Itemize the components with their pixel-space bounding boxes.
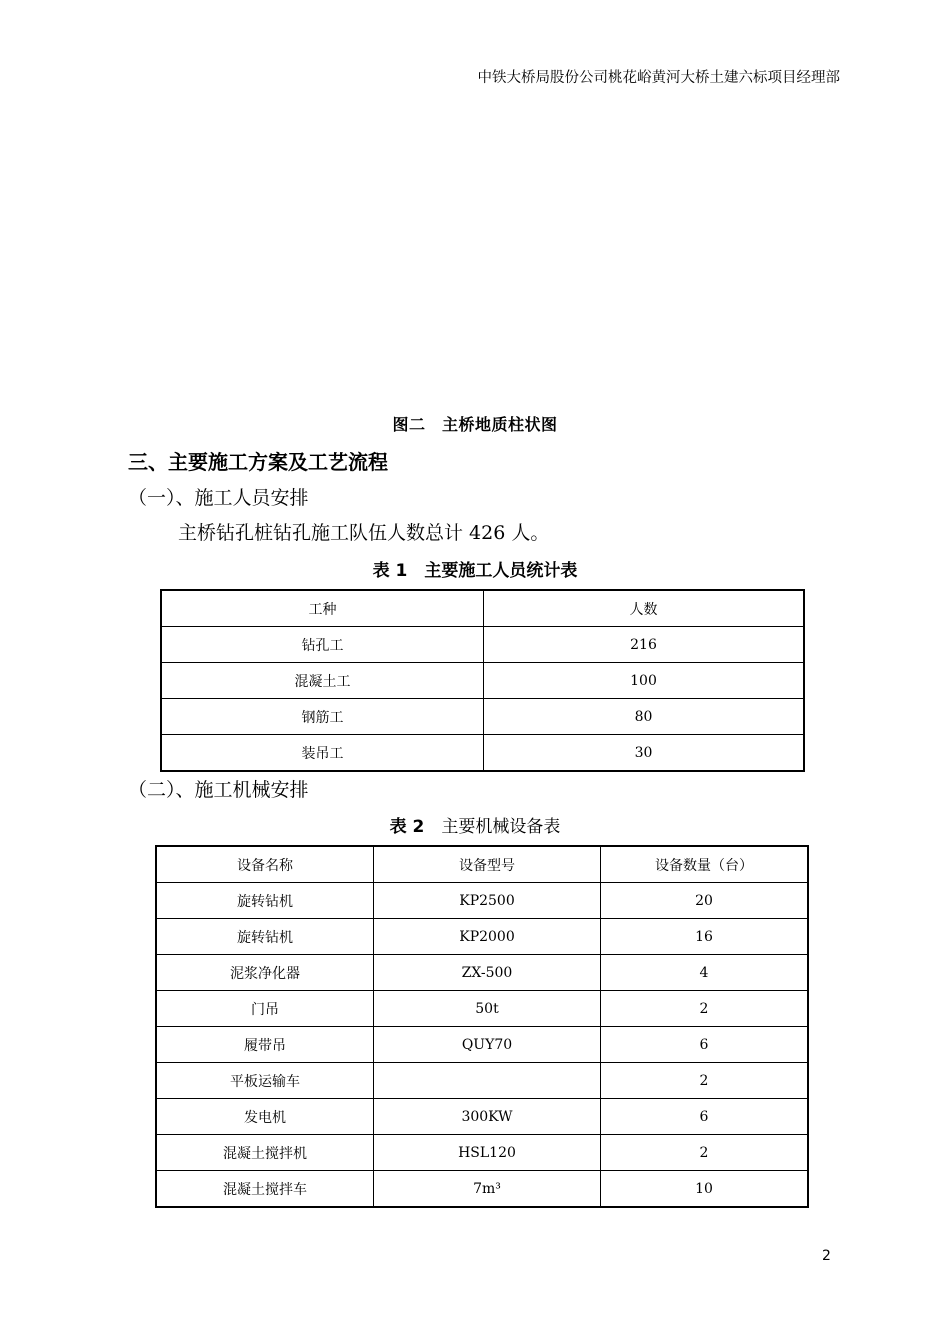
table-cell: 216 bbox=[484, 627, 805, 663]
table-header-cell: 设备名称 bbox=[156, 846, 374, 883]
table-cell: 门吊 bbox=[156, 991, 374, 1027]
table2-title bbox=[0, 812, 950, 837]
table-cell: 300KW bbox=[374, 1099, 601, 1135]
figure-caption: 图二 主桥地质柱状图 bbox=[392, 415, 558, 434]
table-cell: 钢筋工 bbox=[161, 699, 484, 735]
table-cell: 2 bbox=[601, 1063, 809, 1099]
table-cell: KP2500 bbox=[374, 883, 601, 919]
table-cell: 80 bbox=[484, 699, 805, 735]
table-cell: 平板运输车 bbox=[156, 1063, 374, 1099]
table-cell: ZX-500 bbox=[374, 955, 601, 991]
table-header-cell: 设备型号 bbox=[374, 846, 601, 883]
table-cell: 履带吊 bbox=[156, 1027, 374, 1063]
table-row bbox=[156, 919, 808, 955]
table-cell: 2 bbox=[601, 991, 809, 1027]
table-row bbox=[156, 1171, 808, 1208]
table-cell bbox=[374, 1063, 601, 1099]
table-cell: 20 bbox=[601, 883, 809, 919]
table-cell: KP2000 bbox=[374, 919, 601, 955]
page-header: 中铁大桥局股份公司桃花峪黄河大桥土建六标项目经理部 bbox=[477, 70, 840, 86]
machinery-table bbox=[155, 845, 809, 1208]
subsection-heading-personnel: （一）、施工人员安排 bbox=[128, 487, 309, 509]
table-cell: 7m³ bbox=[374, 1171, 601, 1208]
table-cell: 旋转钻机 bbox=[156, 883, 374, 919]
section-heading: 三、主要施工方案及工艺流程 bbox=[128, 450, 388, 474]
subsection-heading-machinery: （二）、施工机械安排 bbox=[128, 779, 309, 801]
table-cell: HSL120 bbox=[374, 1135, 601, 1171]
table-header-cell: 人数 bbox=[484, 590, 805, 627]
table2-title-text: 主要机械设备表 bbox=[424, 817, 561, 837]
table-cell: 装吊工 bbox=[161, 735, 484, 772]
table-row bbox=[156, 955, 808, 991]
table-cell: 6 bbox=[601, 1099, 809, 1135]
table-row bbox=[156, 1135, 808, 1171]
table-cell: 6 bbox=[601, 1027, 809, 1063]
table-row bbox=[156, 883, 808, 919]
table1-title: 表 1 主要施工人员统计表 bbox=[372, 561, 578, 581]
table-cell: 4 bbox=[601, 955, 809, 991]
table-header-row bbox=[161, 590, 804, 627]
table-cell: 100 bbox=[484, 663, 805, 699]
table-cell: 10 bbox=[601, 1171, 809, 1208]
table-cell: 旋转钻机 bbox=[156, 919, 374, 955]
table-row bbox=[156, 1063, 808, 1099]
table-row bbox=[156, 1099, 808, 1135]
table-cell: 混凝土搅拌车 bbox=[156, 1171, 374, 1208]
table-cell: 混凝土工 bbox=[161, 663, 484, 699]
table-row bbox=[156, 991, 808, 1027]
table-cell: 钻孔工 bbox=[161, 627, 484, 663]
table-row bbox=[161, 663, 804, 699]
table-row bbox=[161, 735, 804, 772]
table-cell: 30 bbox=[484, 735, 805, 772]
personnel-paragraph: 主桥钻孔桩钻孔施工队伍人数总计 426 人。 bbox=[178, 522, 550, 544]
table-row bbox=[161, 627, 804, 663]
personnel-table bbox=[160, 589, 805, 772]
table-cell: 泥浆净化器 bbox=[156, 955, 374, 991]
table-header-cell: 设备数量（台） bbox=[601, 846, 809, 883]
table-header-row bbox=[156, 846, 808, 883]
table-cell: 50t bbox=[374, 991, 601, 1027]
table-cell: QUY70 bbox=[374, 1027, 601, 1063]
table-cell: 2 bbox=[601, 1135, 809, 1171]
table-cell: 16 bbox=[601, 919, 809, 955]
table-row bbox=[161, 699, 804, 735]
table-cell: 混凝土搅拌机 bbox=[156, 1135, 374, 1171]
table2-title-label: 表 2 bbox=[389, 817, 425, 837]
table-row bbox=[156, 1027, 808, 1063]
table-header-cell: 工种 bbox=[161, 590, 484, 627]
table-cell: 发电机 bbox=[156, 1099, 374, 1135]
page-number: 2 bbox=[822, 1248, 831, 1264]
